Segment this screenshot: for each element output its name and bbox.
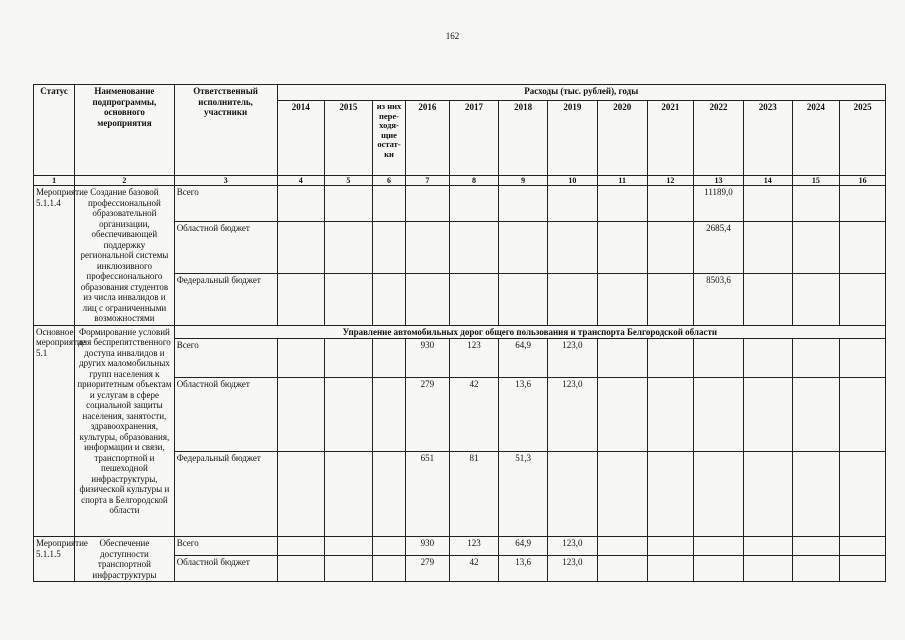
responsible-band: Управление автомобильных дорог общего пользования и транспорта Белгородской области: [174, 325, 885, 339]
col-index: 2: [75, 176, 175, 186]
value-cell-2019: 123,0: [548, 555, 598, 581]
value-cell-2018: 64,9: [499, 339, 548, 378]
year-header: 2020: [597, 101, 647, 176]
year-header: 2019: [548, 101, 598, 176]
value-cell-2019: 123,0: [548, 378, 598, 452]
status-cell: Мероприятие 5.1.1.5: [34, 537, 75, 582]
col-index: 15: [792, 176, 840, 186]
status-cell: Мероприятие 5.1.1.4: [34, 186, 75, 326]
value-cell-2018: 13,6: [499, 378, 548, 452]
year-header: 2021: [647, 101, 694, 176]
value-cell-2016: 651: [406, 452, 449, 537]
value-cell-2017: 81: [449, 452, 499, 537]
col-index: 12: [647, 176, 694, 186]
col-index: 3: [174, 176, 277, 186]
index-row: [34, 176, 886, 186]
value-cell-2017: 123: [449, 537, 499, 556]
responsible-cell: Областной бюджет: [174, 221, 277, 273]
table-row: [34, 186, 886, 222]
col-index: 1: [34, 176, 75, 186]
status-cell: Основное мероприятие 5.1: [34, 325, 75, 537]
value-cell-2016: 930: [406, 537, 449, 556]
value-cell-2022: 8503,6: [694, 273, 744, 325]
responsible-cell: Федеральный бюджет: [174, 452, 277, 537]
value-cell-2018: 13,6: [499, 555, 548, 581]
col-name-header: Наименование подпрограммы, основного мероприятия: [75, 85, 175, 176]
year-header: 2022: [694, 101, 744, 176]
col-index: 8: [449, 176, 499, 186]
col-index: 4: [277, 176, 325, 186]
responsible-cell: Федеральный бюджет: [174, 273, 277, 325]
col-index: 9: [499, 176, 548, 186]
col-index: 11: [597, 176, 647, 186]
responsible-cell: Всего: [174, 339, 277, 378]
table-row: [34, 537, 886, 556]
name-cell: Формирование условий для беспрепятственного доступа инвалидов и других маломобильных групп населения к приоритетным объектам и услугам в сфере социальной защиты населения, занятости, здравоохранения, культуры, образования, информации и связи, транспортной и пешеходной инфраструктуры, физической культуры и спорта в Белгородской области: [75, 325, 175, 537]
table-row: [34, 325, 886, 339]
col-responsible-header: Ответственный исполнитель, участники: [174, 85, 277, 176]
value-cell-2017: 123: [449, 339, 499, 378]
value-cell-2018: 64,9: [499, 537, 548, 556]
col-index: 7: [406, 176, 449, 186]
year-header: 2023: [743, 101, 792, 176]
responsible-cell: Всего: [174, 186, 277, 222]
value-cell-2017: 42: [449, 378, 499, 452]
budget-table: [33, 84, 886, 582]
year-header: 2018: [499, 101, 548, 176]
year-header: 2015: [325, 101, 373, 176]
col-index: 10: [548, 176, 598, 186]
responsible-cell: Областной бюджет: [174, 378, 277, 452]
page-number: 162: [445, 31, 460, 41]
col-expenses-header: Расходы (тыс. рублей), годы: [277, 85, 886, 101]
value-cell-2019: 123,0: [548, 339, 598, 378]
value-cell-2017: 42: [449, 555, 499, 581]
year-header: 2014: [277, 101, 325, 176]
value-cell-2019: 123,0: [548, 537, 598, 556]
year-header: 2017: [449, 101, 499, 176]
col-status-header: Статус: [34, 85, 75, 176]
name-cell: Обеспечение доступности транспортной инфраструктуры: [75, 537, 175, 582]
responsible-cell: Всего: [174, 537, 277, 556]
year-header: 2016: [406, 101, 449, 176]
col-index: 14: [743, 176, 792, 186]
col-index: 5: [325, 176, 373, 186]
header-row: [34, 85, 886, 101]
value-cell-2016: 930: [406, 339, 449, 378]
col-index: 16: [840, 176, 886, 186]
col-index: 6: [372, 176, 406, 186]
value-cell-2016: 279: [406, 378, 449, 452]
carryover-header: из них пере-ходя-щие остат-ки: [372, 101, 406, 176]
value-cell-2022: 11189,0: [694, 186, 744, 222]
year-header: 2024: [792, 101, 840, 176]
responsible-cell: Областной бюджет: [174, 555, 277, 581]
value-cell-2016: 279: [406, 555, 449, 581]
name-cell: Создание базовой профессиональной образовательной организации, обеспечивающей поддержку региональной системы инклюзивного профессионального образования студентов из числа инвалидов и лиц с ограниченными возможностями: [75, 186, 175, 326]
value-cell-2018: 51,3: [499, 452, 548, 537]
value-cell-2019: [548, 452, 598, 537]
year-header: 2025: [840, 101, 886, 176]
value-cell-2022: 2685,4: [694, 221, 744, 273]
col-index: 13: [694, 176, 744, 186]
